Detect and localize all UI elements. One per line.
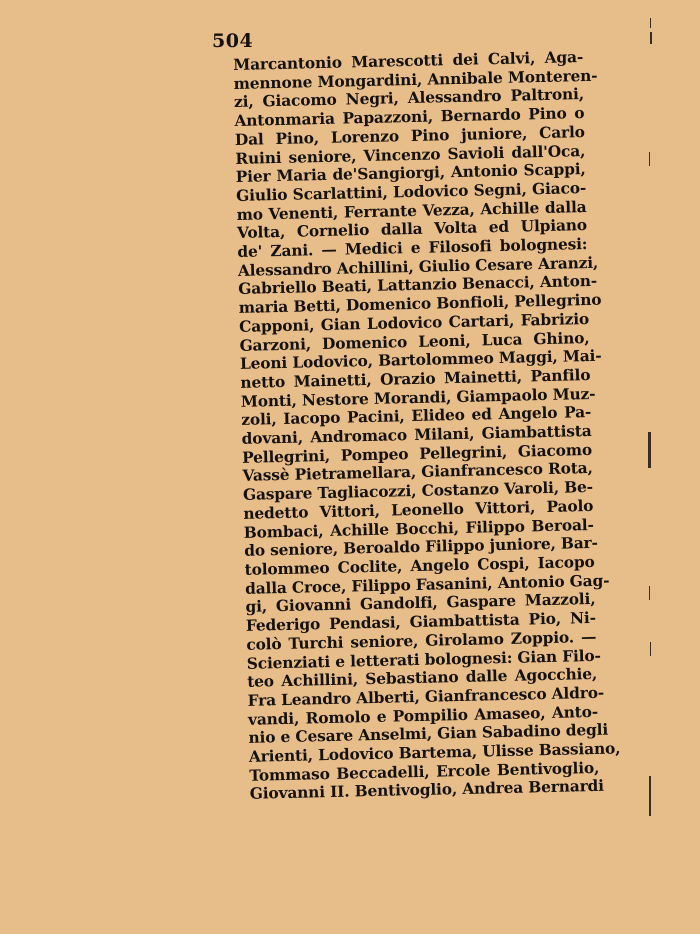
text-line: tolommeo Coclite, Angelo Cospi, Iacopo: [244, 552, 595, 579]
text-line: Bombaci, Achille Bocchi, Filippo Beroal-: [243, 515, 594, 542]
text-line: Giulio Scarlattini, Lodovico Segni, Giaco-: [235, 178, 587, 205]
body-text: [233, 48, 621, 804]
text-line: Monti, Nestore Morandi, Giampaolo Muz-: [240, 384, 596, 411]
text-line: Gabriello Beati, Lattanzio Benacci, Anton-: [238, 272, 598, 299]
text-line: Capponi, Gian Lodovico Cartari, Fabrizio: [238, 309, 590, 336]
text-line: Federigo Pendasi, Giambattista Pio, Ni-: [245, 609, 597, 635]
text-line: teo Achillini, Sebastiano dalle Agocchie,: [247, 665, 598, 692]
text-line: de' Zani. — Medici e Filosofi bolognesi:: [237, 235, 588, 261]
text-line: Giovanni II. Bentivoglio, Andrea Bernardi: [249, 777, 605, 804]
text-line: Vassè Pietramellara, Gianfrancesco Rota,: [242, 459, 593, 486]
text-line: vandi, Romolo e Pompilio Amaseo, Anto-: [247, 702, 599, 729]
text-line: Antonmaria Papazzoni, Bernardo Pino o: [234, 104, 585, 131]
margin-scan-mark: [648, 432, 651, 468]
margin-scan-mark: [649, 776, 651, 816]
text-line: gi, Giovanni Gandolfi, Gaspare Mazzoli,: [245, 590, 596, 617]
text-line: Tommaso Beccadelli, Ercole Bentivoglio,: [249, 758, 600, 785]
text-line: Marcantonio Marescotti dei Calvi, Aga-: [233, 48, 584, 74]
text-line: Pellegrini, Pompeo Pellegrini, Giacomo: [241, 440, 593, 467]
text-line: Dal Pino, Lorenzo Pino juniore, Carlo: [234, 122, 586, 149]
text-line: nedetto Vittori, Leonello Vittori, Paolo: [243, 496, 594, 523]
text-line: Pier Maria de'Sangiorgi, Antonio Scappi,: [235, 160, 586, 187]
margin-scan-mark: [650, 18, 651, 28]
page-number: 504: [212, 30, 254, 52]
margin-scan-mark: [649, 586, 650, 600]
text-line: nio e Cesare Anselmi, Gian Sabadino degli: [248, 720, 609, 748]
text-line: Gaspare Tagliacozzi, Costanzo Varoli, Be-: [242, 478, 594, 505]
margin-scan-mark: [650, 642, 651, 656]
margin-scan-mark: [649, 152, 650, 166]
text-line: Alessandro Achillini, Giulio Cesare Aranzi,: [237, 253, 599, 280]
text-line: dovani, Andromaco Milani, Giambattista: [241, 422, 592, 448]
margin-scan-mark: [650, 32, 652, 44]
text-line: Ruini seniore, Vincenzo Savioli dall'Oca,: [235, 141, 586, 168]
text-line: do seniore, Beroaldo Filippo juniore, Bar-: [244, 534, 598, 561]
text-line: mo Venenti, Ferrante Vezza, Achille dalla: [236, 197, 587, 224]
text-line: Fra Leandro Alberti, Gianfrancesco Aldro-: [247, 683, 605, 710]
text-line: zoli, Iacopo Pacini, Elideo ed Angelo Pa-: [241, 403, 592, 430]
text-line: dalla Croce, Filippo Fasanini, Antonio Gag-: [244, 571, 610, 598]
text-line: Garzoni, Domenico Leoni, Luca Ghino,: [239, 328, 590, 355]
text-line: Scienziati e letterati bolognesi: Gian Filo-: [246, 646, 601, 673]
text-line: Leoni Lodovico, Bartolommeo Maggi, Mai-: [239, 346, 602, 374]
text-line: netto Mainetti, Orazio Mainetti, Panfilo: [240, 365, 591, 392]
text-line: mennone Mongardini, Annibale Monteren-: [233, 66, 598, 93]
text-line: maria Betti, Domenico Bonfioli, Pellegrino: [238, 290, 602, 318]
text-line: colò Turchi seniore, Girolamo Zoppio. —: [246, 627, 597, 654]
text-line: Volta, Cornelio dalla Volta ed Ulpiano: [236, 216, 588, 243]
text-line: zi, Giacomo Negri, Alessandro Paltroni,: [233, 85, 585, 112]
text-line: Arienti, Lodovico Bartema, Ulisse Bassiano,: [248, 739, 621, 766]
